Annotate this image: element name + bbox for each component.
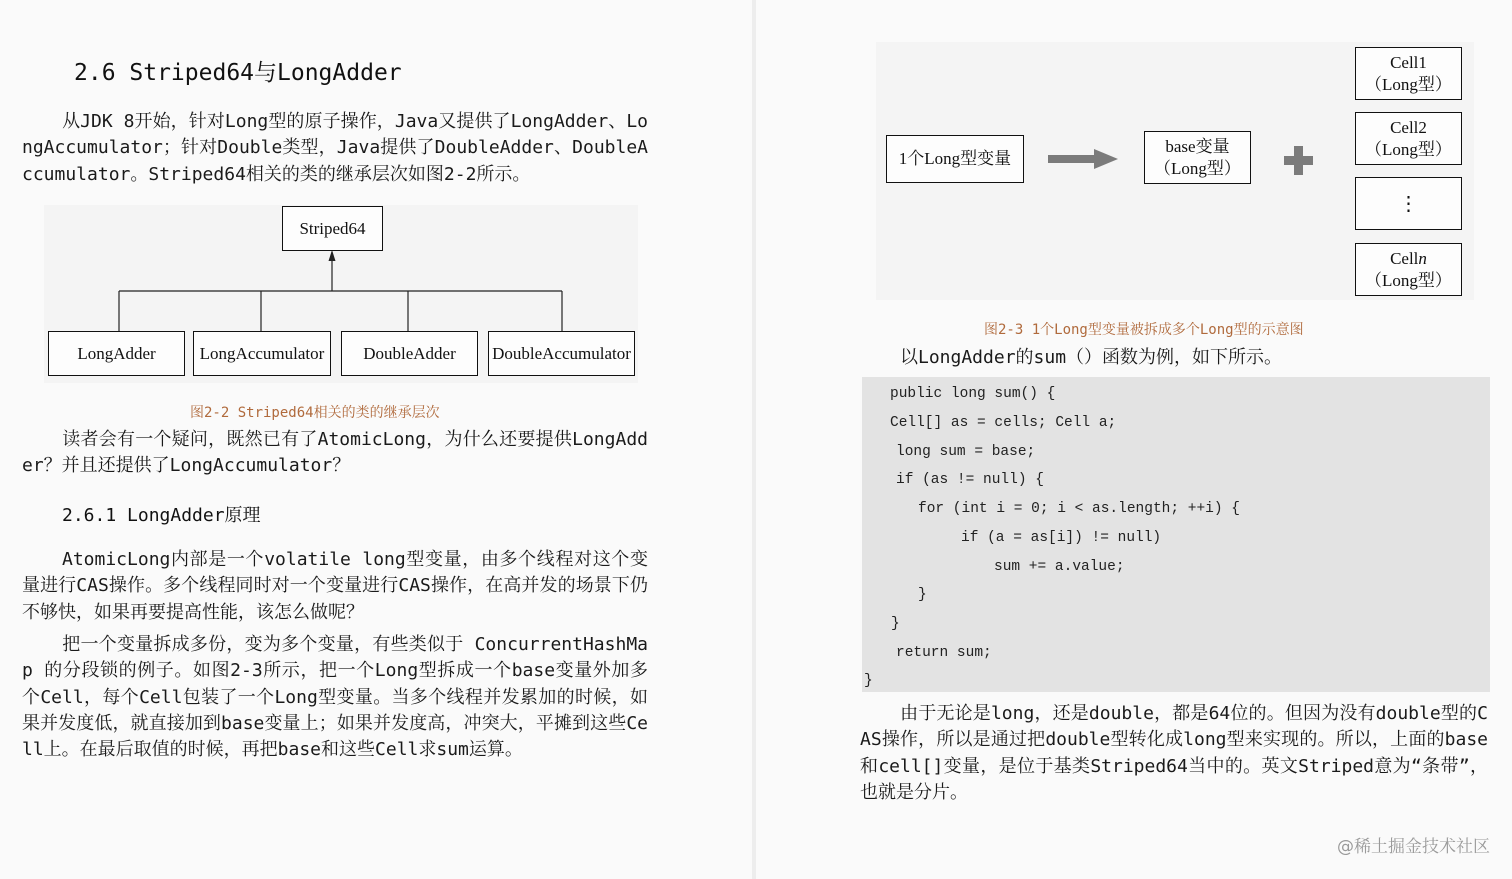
- code-line: public long sum() {: [890, 386, 1056, 402]
- paragraph-sum-intro: [860, 345, 1488, 371]
- cell2-type: （Long型）: [1365, 139, 1452, 159]
- code-line: for (int i = 0; i < as.length; ++i) {: [918, 501, 1240, 517]
- code-line: }: [864, 673, 873, 689]
- celln-title-prefix: Cell: [1390, 248, 1419, 268]
- paragraph-atomiclong-text: AtomicLong内部是一个volatile long型变量，由多个线程对这个变量进行CAS操作。多个线程同时对一个变量进行CAS操作，在高并发的场景下仍不够快，如果再要提高性能，该怎么做呢？: [22, 549, 648, 623]
- cell2-title: Cell2: [1390, 117, 1427, 137]
- celln-title-index: n: [1418, 248, 1427, 268]
- code-line: if (a = as[i]) != null): [961, 530, 1162, 546]
- paragraph-double-cas-text: 由于无论是long，还是double，都是64位的。但因为没有double型的CAS操作，所以是通过把double型转化成long型来实现的。所以，上面的base和cell[]变量，是位于基类Striped64当中的。英文Striped意为“条带”，也就是分片。: [860, 703, 1488, 803]
- diagram-node-cell1: [1355, 47, 1462, 100]
- section-title: 2.6 Striped64与LongAdder: [74, 60, 402, 86]
- cell1-type: （Long型）: [1365, 74, 1452, 94]
- code-line: long sum = base;: [896, 444, 1036, 460]
- code-line: if (as != null) {: [896, 472, 1044, 488]
- base-box-title: base变量: [1165, 136, 1230, 156]
- code-line: }: [918, 587, 927, 603]
- diagram-node-longadder: LongAdder: [48, 331, 185, 376]
- celln-type: （Long型）: [1365, 270, 1452, 290]
- subsection-title: 2.6.1 LongAdder原理: [62, 505, 261, 526]
- diagram-node-cell2: [1355, 112, 1462, 165]
- diagram-node-longaccumulator: LongAccumulator: [193, 331, 331, 376]
- code-line: }: [891, 616, 900, 632]
- paragraph-sum-intro-text: 以LongAdder的sum（）函数为例，如下所示。: [900, 347, 1283, 368]
- celln-title: [1390, 248, 1427, 270]
- paragraph-split-variable-text: 把一个变量拆成多份，变为多个变量，有些类似于 ConcurrentHashMap 的分段锁的例子。如图2-3所示，把一个Long型拆成一个base变量外加多个Cell，每个Cell包装了一个Long型变量。当多个线程并发累加的时候，如果并发度低，就直接加到base变量上；如果并发度高，冲突大，平摊到这些Cell上。在最后取值的时候，再把base和这些Cell求sum运算。: [22, 634, 648, 761]
- diagram-node-striped64: Striped64: [282, 206, 383, 251]
- paragraph-intro-text: 从JDK 8开始，针对Long型的原子操作，Java又提供了LongAdder、LongAccumulator；针对Double类型，Java提供了DoubleAdder、DoubleAccumulator。Striped64相关的类的继承层次如图2-2所示。: [22, 111, 648, 185]
- cell1-title: Cell1: [1390, 52, 1427, 72]
- base-box-type: （Long型）: [1154, 158, 1241, 178]
- diagram-node-doubleadder: DoubleAdder: [341, 331, 478, 376]
- code-line: return sum;: [896, 645, 992, 661]
- figure-2-3-caption: 图2-3 1个Long型变量被拆成多个Long型的示意图: [984, 322, 1304, 338]
- diagram-node-single-long: 1个Long型变量: [886, 135, 1024, 183]
- code-line: Cell[] as = cells; Cell a;: [890, 415, 1117, 431]
- paragraph-question-text: 读者会有一个疑问，既然已有了AtomicLong，为什么还要提供LongAdder？并且还提供了LongAccumulator？: [22, 429, 648, 477]
- diagram-node-doubleaccumulator: DoubleAccumulator: [488, 331, 635, 376]
- code-line: sum += a.value;: [994, 559, 1125, 575]
- diagram-node-celln: [1355, 243, 1462, 296]
- watermark: @稀土掘金技术社区: [1337, 837, 1490, 857]
- paragraph-double-cas: [860, 701, 1488, 806]
- figure-2-2-caption: 图2-2 Striped64相关的类的继承层次: [190, 405, 440, 421]
- diagram-node-ellipsis: ⋮: [1355, 177, 1462, 230]
